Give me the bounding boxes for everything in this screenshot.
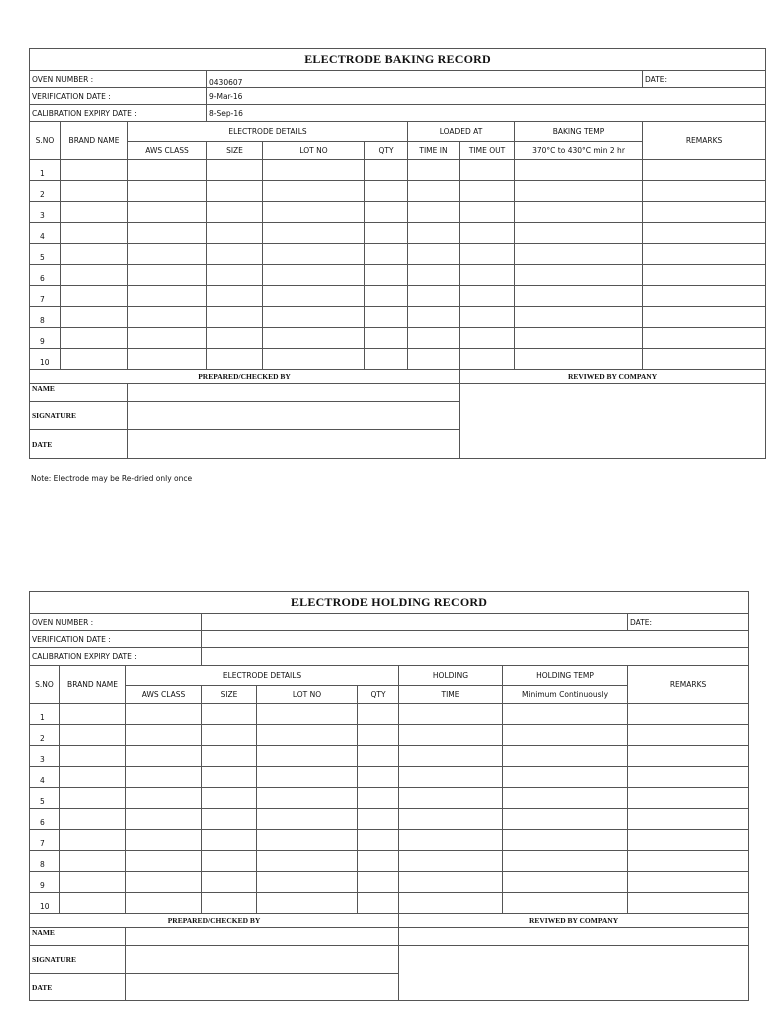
- table-cell[interactable]: [503, 725, 628, 746]
- table-cell[interactable]: [263, 328, 365, 349]
- table-cell[interactable]: [628, 704, 749, 725]
- table-cell[interactable]: [257, 809, 358, 830]
- table-cell[interactable]: [408, 160, 460, 181]
- table-cell[interactable]: [515, 244, 643, 265]
- table-cell[interactable]: [460, 202, 515, 223]
- remarks-header: REMARKS: [643, 122, 766, 160]
- date-label: DATE:: [628, 614, 749, 631]
- table-cell[interactable]: [503, 767, 628, 788]
- oven-number-value[interactable]: [202, 614, 628, 631]
- table-cell[interactable]: [515, 349, 643, 370]
- table-cell[interactable]: [207, 223, 263, 244]
- table-cell[interactable]: [358, 767, 399, 788]
- row-number: 8: [30, 851, 60, 872]
- table-cell[interactable]: [263, 244, 365, 265]
- table-cell[interactable]: [60, 830, 126, 851]
- table-row: [30, 265, 766, 286]
- table-cell[interactable]: [60, 746, 126, 767]
- signature-field[interactable]: [128, 402, 460, 430]
- date-label: DATE:: [643, 71, 766, 88]
- table-cell[interactable]: [643, 307, 766, 328]
- oven-number-value: 0430607: [207, 71, 643, 88]
- form-title: ELECTRODE HOLDING RECORD: [30, 592, 749, 614]
- table-cell[interactable]: [128, 265, 207, 286]
- table-cell[interactable]: [61, 286, 128, 307]
- table-cell[interactable]: [128, 181, 207, 202]
- row-number: 10: [30, 893, 60, 914]
- note-text: Note: Electrode may be Re-dried only once: [31, 474, 193, 483]
- date-sign-field[interactable]: [126, 974, 399, 1001]
- row-number: 7: [30, 286, 61, 307]
- table-cell[interactable]: [257, 725, 358, 746]
- table-cell[interactable]: [515, 202, 643, 223]
- table-cell[interactable]: [61, 181, 128, 202]
- table-cell[interactable]: [358, 788, 399, 809]
- row-number: 8: [30, 307, 61, 328]
- date-sign-label: DATE: [30, 974, 126, 1001]
- table-row: [30, 160, 766, 181]
- table-row: [30, 349, 766, 370]
- calibration-expiry-value[interactable]: [202, 648, 749, 666]
- col-baking-temp-range: 370°C to 430°C min 2 hr: [515, 142, 643, 160]
- table-cell[interactable]: [207, 328, 263, 349]
- table-cell[interactable]: [61, 160, 128, 181]
- table-cell[interactable]: [515, 160, 643, 181]
- table-cell[interactable]: [128, 349, 207, 370]
- col-time: TIME: [399, 686, 503, 704]
- table-row: [30, 767, 749, 788]
- table-row: [30, 202, 766, 223]
- name-field[interactable]: [128, 384, 460, 402]
- table-cell[interactable]: [515, 328, 643, 349]
- table-cell[interactable]: [126, 809, 202, 830]
- table-cell[interactable]: [60, 893, 126, 914]
- table-cell[interactable]: [460, 265, 515, 286]
- table-cell[interactable]: [460, 307, 515, 328]
- table-cell[interactable]: [207, 244, 263, 265]
- table-cell[interactable]: [358, 872, 399, 893]
- table-row: [30, 851, 749, 872]
- table-cell[interactable]: [358, 704, 399, 725]
- table-cell[interactable]: [643, 328, 766, 349]
- col-size: SIZE: [207, 142, 263, 160]
- table-cell[interactable]: [628, 893, 749, 914]
- table-cell[interactable]: [257, 704, 358, 725]
- table-cell[interactable]: [126, 872, 202, 893]
- table-cell[interactable]: [126, 725, 202, 746]
- signature-label: SIGNATURE: [30, 402, 128, 430]
- table-cell[interactable]: [128, 307, 207, 328]
- table-row: [30, 809, 749, 830]
- table-cell[interactable]: [61, 244, 128, 265]
- table-cell[interactable]: [128, 202, 207, 223]
- table-row: [30, 181, 766, 202]
- table-cell[interactable]: [515, 286, 643, 307]
- table-cell[interactable]: [408, 181, 460, 202]
- table-cell[interactable]: [128, 244, 207, 265]
- holding-header: HOLDING: [399, 666, 503, 686]
- table-cell[interactable]: [257, 851, 358, 872]
- table-cell[interactable]: [263, 349, 365, 370]
- prepared-checked-by-label: PREPARED/CHECKED BY: [30, 370, 460, 384]
- col-time-in: TIME IN: [408, 142, 460, 160]
- table-cell[interactable]: [358, 809, 399, 830]
- table-cell[interactable]: [643, 244, 766, 265]
- table-cell[interactable]: [628, 725, 749, 746]
- table-cell[interactable]: [460, 349, 515, 370]
- table-cell[interactable]: [207, 265, 263, 286]
- baking-data-rows: [30, 160, 766, 370]
- col-lot-no: LOT NO: [257, 686, 358, 704]
- table-cell[interactable]: [207, 349, 263, 370]
- table-cell[interactable]: [126, 767, 202, 788]
- table-cell[interactable]: [399, 725, 503, 746]
- table-cell[interactable]: [408, 244, 460, 265]
- reviewed-signature-area[interactable]: [399, 946, 749, 1001]
- electrode-baking-record: [29, 48, 766, 459]
- table-cell[interactable]: [128, 160, 207, 181]
- oven-number-label: OVEN NUMBER :: [30, 614, 202, 631]
- table-cell[interactable]: [503, 704, 628, 725]
- table-cell[interactable]: [61, 223, 128, 244]
- table-cell[interactable]: [365, 265, 408, 286]
- table-cell[interactable]: [207, 202, 263, 223]
- table-cell[interactable]: [202, 893, 257, 914]
- table-cell[interactable]: [202, 830, 257, 851]
- table-cell[interactable]: [60, 809, 126, 830]
- table-cell[interactable]: [365, 349, 408, 370]
- reviewed-by-company-label: REVIWED BY COMPANY: [460, 370, 766, 384]
- name-label: NAME: [30, 928, 126, 946]
- table-cell[interactable]: [628, 872, 749, 893]
- table-cell[interactable]: [628, 830, 749, 851]
- table-cell[interactable]: [263, 223, 365, 244]
- table-cell[interactable]: [643, 202, 766, 223]
- table-cell[interactable]: [628, 809, 749, 830]
- table-cell[interactable]: [503, 788, 628, 809]
- date-sign-label: DATE: [30, 430, 128, 459]
- table-cell[interactable]: [503, 830, 628, 851]
- table-cell[interactable]: [61, 349, 128, 370]
- table-cell[interactable]: [643, 349, 766, 370]
- table-cell[interactable]: [126, 746, 202, 767]
- table-cell[interactable]: [207, 160, 263, 181]
- table-cell[interactable]: [207, 286, 263, 307]
- col-sno-header: S.NO: [30, 122, 61, 160]
- baking-temp-header: BAKING TEMP: [515, 122, 643, 142]
- table-cell[interactable]: [61, 307, 128, 328]
- table-cell[interactable]: [399, 767, 503, 788]
- table-cell[interactable]: [60, 704, 126, 725]
- table-cell[interactable]: [263, 202, 365, 223]
- reviewed-name-field[interactable]: [399, 928, 749, 946]
- table-cell[interactable]: [365, 160, 408, 181]
- electrode-holding-record: [29, 591, 749, 1001]
- table-cell[interactable]: [408, 286, 460, 307]
- table-cell[interactable]: [503, 851, 628, 872]
- table-cell[interactable]: [365, 202, 408, 223]
- row-number: 9: [30, 872, 60, 893]
- table-cell[interactable]: [408, 349, 460, 370]
- table-cell[interactable]: [207, 181, 263, 202]
- row-number: 5: [30, 244, 61, 265]
- row-number: 6: [30, 265, 61, 286]
- verification-date-label: VERIFICATION DATE :: [30, 631, 202, 648]
- verification-date-value: 9-Mar-16: [207, 88, 766, 105]
- table-cell[interactable]: [503, 746, 628, 767]
- table-cell[interactable]: [643, 286, 766, 307]
- table-row: [30, 788, 749, 809]
- table-cell[interactable]: [365, 244, 408, 265]
- table-cell[interactable]: [202, 809, 257, 830]
- signature-field[interactable]: [126, 946, 399, 974]
- holding-data-rows: [30, 704, 749, 914]
- col-brand-header: BRAND NAME: [61, 122, 128, 160]
- table-cell[interactable]: [257, 767, 358, 788]
- electrode-details-header: ELECTRODE DETAILS: [128, 122, 408, 142]
- table-cell[interactable]: [628, 746, 749, 767]
- table-row: [30, 893, 749, 914]
- row-number: 9: [30, 328, 61, 349]
- table-cell[interactable]: [128, 223, 207, 244]
- table-row: [30, 725, 749, 746]
- table-cell[interactable]: [128, 328, 207, 349]
- table-cell[interactable]: [460, 223, 515, 244]
- table-cell[interactable]: [503, 872, 628, 893]
- form-title: ELECTRODE BAKING RECORD: [30, 49, 766, 71]
- calibration-expiry-value: 8-Sep-16: [207, 105, 766, 122]
- col-sno-header: S.NO: [30, 666, 60, 704]
- table-cell[interactable]: [358, 725, 399, 746]
- table-cell[interactable]: [60, 725, 126, 746]
- loaded-at-header: LOADED AT: [408, 122, 515, 142]
- holding-temp-header: HOLDING TEMP: [503, 666, 628, 686]
- col-time-out: TIME OUT: [460, 142, 515, 160]
- table-cell[interactable]: [61, 265, 128, 286]
- table-cell[interactable]: [460, 181, 515, 202]
- table-cell[interactable]: [257, 893, 358, 914]
- col-aws-class: AWS CLASS: [128, 142, 207, 160]
- table-row: [30, 872, 749, 893]
- col-qty: QTY: [365, 142, 408, 160]
- table-cell[interactable]: [263, 160, 365, 181]
- table-cell[interactable]: [408, 223, 460, 244]
- verification-date-value[interactable]: [202, 631, 749, 648]
- table-cell[interactable]: [202, 788, 257, 809]
- row-number: 3: [30, 202, 61, 223]
- row-number: 2: [30, 181, 61, 202]
- table-cell[interactable]: [61, 202, 128, 223]
- table-cell[interactable]: [202, 851, 257, 872]
- table-cell[interactable]: [515, 265, 643, 286]
- row-number: 6: [30, 809, 60, 830]
- table-row: [30, 244, 766, 265]
- table-cell[interactable]: [399, 809, 503, 830]
- table-cell[interactable]: [399, 704, 503, 725]
- table-row: [30, 307, 766, 328]
- table-cell[interactable]: [643, 160, 766, 181]
- table-cell[interactable]: [503, 809, 628, 830]
- table-cell[interactable]: [399, 872, 503, 893]
- table-cell[interactable]: [60, 767, 126, 788]
- table-cell[interactable]: [202, 872, 257, 893]
- table-cell[interactable]: [128, 286, 207, 307]
- table-cell[interactable]: [263, 286, 365, 307]
- table-cell[interactable]: [207, 307, 263, 328]
- oven-number-label: OVEN NUMBER :: [30, 71, 207, 88]
- col-qty: QTY: [358, 686, 399, 704]
- col-size: SIZE: [202, 686, 257, 704]
- reviewed-by-company-label: REVIWED BY COMPANY: [399, 914, 749, 928]
- col-lot-no: LOT NO: [263, 142, 365, 160]
- signature-label: SIGNATURE: [30, 946, 126, 974]
- table-cell[interactable]: [202, 767, 257, 788]
- table-cell[interactable]: [515, 223, 643, 244]
- table-row: [30, 704, 749, 725]
- table-cell[interactable]: [460, 160, 515, 181]
- table-cell[interactable]: [460, 328, 515, 349]
- table-cell[interactable]: [358, 746, 399, 767]
- table-row: [30, 328, 766, 349]
- table-cell[interactable]: [628, 767, 749, 788]
- table-cell[interactable]: [365, 223, 408, 244]
- table-cell[interactable]: [126, 830, 202, 851]
- electrode-details-header: ELECTRODE DETAILS: [126, 666, 399, 686]
- table-cell[interactable]: [61, 328, 128, 349]
- table-row: [30, 746, 749, 767]
- row-number: 3: [30, 746, 60, 767]
- row-number: 4: [30, 223, 61, 244]
- table-cell[interactable]: [460, 244, 515, 265]
- table-cell[interactable]: [126, 704, 202, 725]
- row-number: 2: [30, 725, 60, 746]
- table-cell[interactable]: [628, 851, 749, 872]
- table-cell[interactable]: [408, 265, 460, 286]
- table-row: [30, 286, 766, 307]
- table-cell[interactable]: [399, 830, 503, 851]
- table-cell[interactable]: [503, 893, 628, 914]
- table-cell[interactable]: [365, 328, 408, 349]
- table-cell[interactable]: [399, 746, 503, 767]
- table-cell[interactable]: [365, 307, 408, 328]
- table-cell[interactable]: [126, 788, 202, 809]
- table-cell[interactable]: [126, 893, 202, 914]
- calibration-expiry-label: CALIBRATION EXPIRY DATE :: [30, 105, 207, 122]
- table-cell[interactable]: [628, 788, 749, 809]
- verification-date-label: VERIFICATION DATE :: [30, 88, 207, 105]
- col-minimum-continuously: Minimum Continuously: [503, 686, 628, 704]
- table-cell[interactable]: [515, 181, 643, 202]
- table-cell[interactable]: [126, 851, 202, 872]
- row-number: 5: [30, 788, 60, 809]
- table-cell[interactable]: [643, 181, 766, 202]
- table-cell[interactable]: [358, 851, 399, 872]
- table-cell[interactable]: [399, 788, 503, 809]
- table-cell[interactable]: [515, 307, 643, 328]
- date-sign-field[interactable]: [128, 430, 460, 459]
- table-cell[interactable]: [643, 265, 766, 286]
- col-brand-header: BRAND NAME: [60, 666, 126, 704]
- table-cell[interactable]: [263, 307, 365, 328]
- table-cell[interactable]: [365, 181, 408, 202]
- table-row: [30, 830, 749, 851]
- table-cell[interactable]: [60, 851, 126, 872]
- prepared-checked-by-label: PREPARED/CHECKED BY: [30, 914, 399, 928]
- row-number: 1: [30, 704, 60, 725]
- table-cell[interactable]: [60, 872, 126, 893]
- name-field[interactable]: [126, 928, 399, 946]
- table-cell[interactable]: [460, 286, 515, 307]
- table-cell[interactable]: [202, 746, 257, 767]
- reviewed-signature-area[interactable]: [460, 384, 766, 459]
- name-label: NAME: [30, 384, 128, 402]
- table-cell[interactable]: [643, 223, 766, 244]
- table-cell[interactable]: [365, 286, 408, 307]
- row-number: 1: [30, 160, 61, 181]
- table-cell[interactable]: [408, 202, 460, 223]
- table-cell[interactable]: [263, 265, 365, 286]
- table-cell[interactable]: [257, 788, 358, 809]
- calibration-expiry-label: CALIBRATION EXPIRY DATE :: [30, 648, 202, 666]
- table-row: [30, 223, 766, 244]
- table-cell[interactable]: [60, 788, 126, 809]
- table-cell[interactable]: [202, 704, 257, 725]
- table-cell[interactable]: [263, 181, 365, 202]
- col-aws-class: AWS CLASS: [126, 686, 202, 704]
- table-cell[interactable]: [257, 872, 358, 893]
- table-cell[interactable]: [257, 746, 358, 767]
- table-cell[interactable]: [358, 830, 399, 851]
- remarks-header: REMARKS: [628, 666, 749, 704]
- table-cell[interactable]: [408, 307, 460, 328]
- row-number: 10: [30, 349, 61, 370]
- table-cell[interactable]: [399, 851, 503, 872]
- row-number: 4: [30, 767, 60, 788]
- table-cell[interactable]: [358, 893, 399, 914]
- table-cell[interactable]: [257, 830, 358, 851]
- table-cell[interactable]: [202, 725, 257, 746]
- table-cell[interactable]: [399, 893, 503, 914]
- row-number: 7: [30, 830, 60, 851]
- table-cell[interactable]: [408, 328, 460, 349]
